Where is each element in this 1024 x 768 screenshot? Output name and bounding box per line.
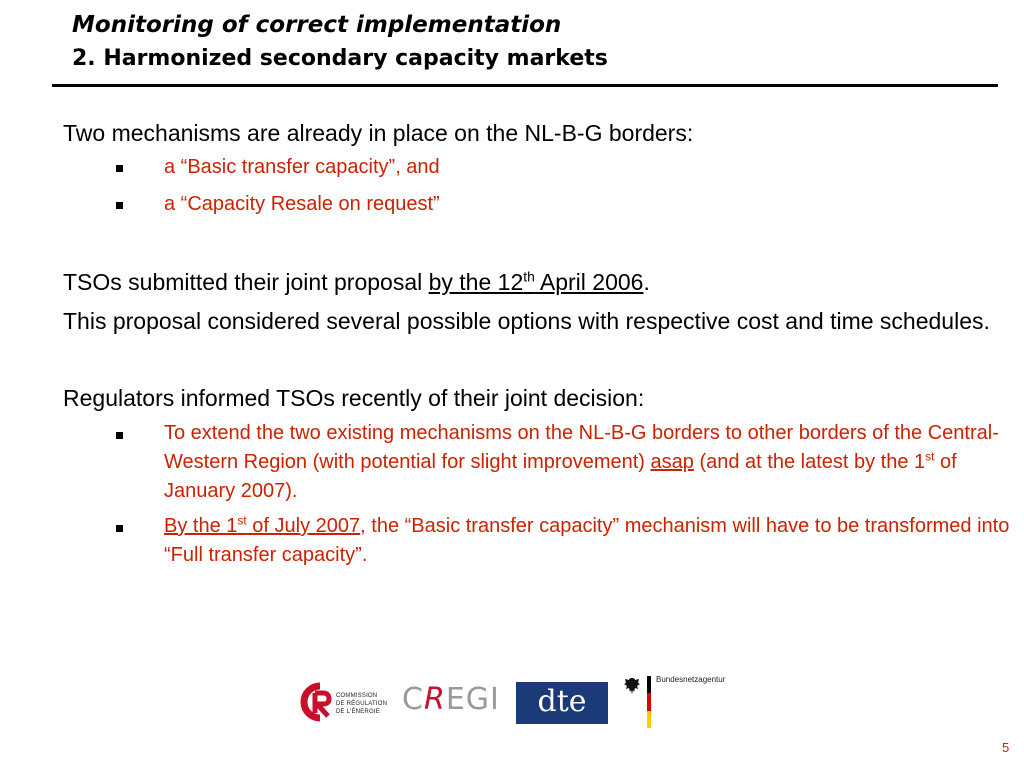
decision-date-ordinal: st: [237, 513, 247, 528]
creg-letters-eg: EG: [445, 682, 491, 717]
cre-logo: [298, 680, 398, 724]
flag-stripe-black: [647, 676, 651, 693]
dte-logo-text: dte: [537, 684, 587, 719]
flag-stripe-gold: [647, 711, 651, 728]
tso-proposal-suffix: .: [643, 269, 650, 295]
creg-logo: [402, 682, 498, 724]
list-item: [63, 419, 1013, 506]
tso-proposal-text: [63, 265, 1013, 299]
tso-proposal-prefix: TSOs submitted their joint proposal: [63, 269, 429, 295]
mechanism-label: a “Capacity Resale on request”: [164, 193, 440, 215]
bundesnetzagentur-logo: [620, 672, 740, 732]
eagle-icon: [622, 676, 642, 696]
cre-logo-text: COMMISSION DE RÉGULATION DE L'ÉNERGIE: [336, 693, 388, 715]
bullet-square-icon: [116, 202, 123, 209]
asap-link-text: asap: [650, 451, 694, 473]
tso-date-month: April 2006: [534, 269, 644, 295]
bullet-square-icon: [116, 525, 123, 532]
decision-date-month: of July 2007: [246, 515, 361, 537]
list-item: [63, 152, 1013, 182]
list-item: [63, 512, 1013, 570]
slide-body: [63, 116, 1013, 570]
mechanism-list: [63, 152, 1013, 219]
cre-mark-icon: [298, 680, 336, 724]
flag-stripe-red: [647, 693, 651, 710]
decision-ordinal: st: [925, 449, 935, 464]
decision-date: [164, 515, 360, 537]
slide-title: Monitoring of correct implementation: [72, 12, 562, 38]
mechanism-label: a “Basic transfer capacity”, and: [164, 156, 440, 178]
tso-date-ordinal: th: [523, 269, 535, 285]
decision-date-day: By the 1: [164, 515, 238, 537]
page-number: 5: [1002, 740, 1010, 755]
creg-letter-c: C: [402, 682, 424, 717]
title-divider: [52, 84, 998, 87]
tso-proposal-date: [429, 269, 644, 295]
bullet-square-icon: [116, 165, 123, 172]
partner-logos: [298, 672, 738, 732]
creg-bar: I: [490, 682, 500, 717]
dte-logo: [516, 682, 608, 724]
list-item: [63, 189, 1013, 219]
bullet-square-icon: [116, 432, 123, 439]
tso-date-day: by the 12: [428, 269, 524, 295]
creg-letter-r: R: [423, 682, 446, 717]
decision-list: [63, 419, 1013, 570]
decision-part2: (and at the latest by the 1: [693, 451, 926, 473]
decision-part1: To extend the two existing mechanisms on the NL-B-G borders to other borders of the Central-Western Region (with potential for slight improvement): [164, 422, 999, 473]
german-flag-icon: [647, 676, 651, 728]
regulators-text: Regulators informed TSOs recently of their joint decision:: [63, 385, 645, 411]
slide-subtitle: 2. Harmonized secondary capacity markets: [72, 46, 608, 71]
proposal-note-text: This proposal considered several possible options with respective cost and time schedules.: [63, 308, 990, 334]
intro-text: Two mechanisms are already in place on the NL-B-G borders:: [63, 120, 694, 146]
bundesnetzagentur-text: Bundesnetzagentur: [656, 675, 726, 684]
decision-part3: of January 2007).: [164, 451, 957, 502]
decision-rest: , the “Basic transfer capacity” mechanism will have to be transformed into “Full transfer capacity”.: [164, 515, 1010, 566]
